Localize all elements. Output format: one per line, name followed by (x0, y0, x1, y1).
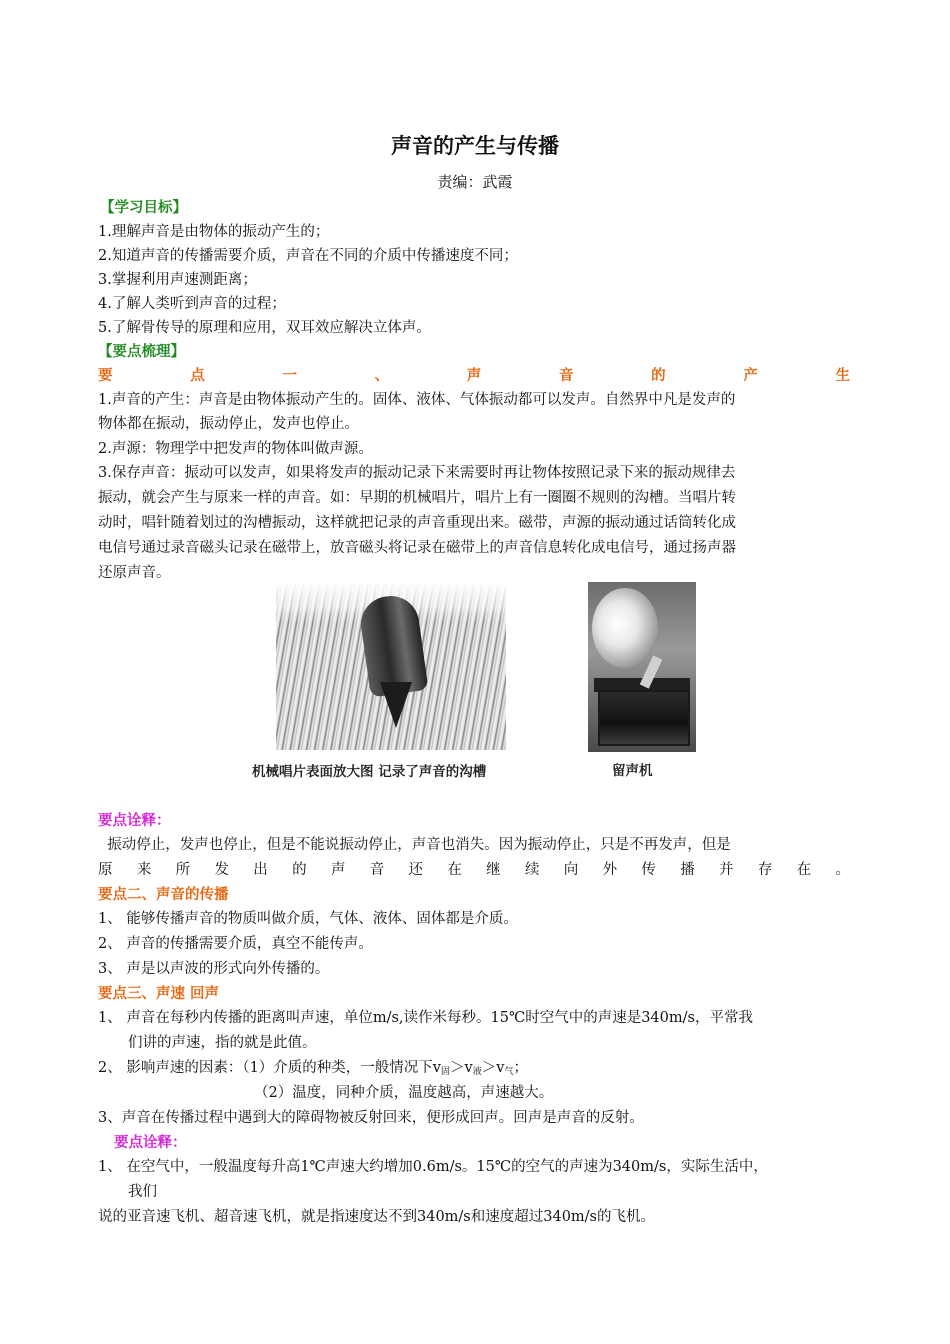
objective-item: 4.了解人类听到声音的过程； (98, 296, 286, 312)
heading-char: 生 (835, 368, 850, 384)
heading-char: 产 (743, 368, 758, 384)
note-char: 音 (369, 862, 385, 878)
note-line: 振动停止，发声也停止，但是不能说振动停止，声音也消失。因为振动停止，只是不再发声，但是 (98, 837, 731, 853)
editor-credit: 责编：武霞 (437, 173, 513, 191)
record-caption: 机械唱片表面放大图 记录了声音的沟槽 (252, 764, 487, 780)
note-line-justified (98, 858, 850, 879)
paragraph-line: 1、 能够传播声音的物质叫做介质，气体、液体、固体都是介质。 (98, 911, 518, 927)
paragraph-line: 3、 声是以声波的形式向外传播的。 (98, 961, 330, 977)
heading-char: 音 (558, 368, 574, 384)
objective-item: 3.掌握利用声速测距离； (98, 272, 257, 288)
note-char: 声 (330, 862, 346, 878)
summary-heading: 【要点梳理】 (98, 344, 185, 360)
paragraph-line: 们讲的声速，指的就是此值。 (128, 1035, 317, 1051)
record-groove-image (276, 582, 506, 750)
note-char: 传 (641, 862, 656, 878)
note-char: 外 (602, 862, 618, 878)
page-title: 声音的产生与传播 (391, 134, 559, 158)
note-char: 出 (253, 862, 268, 878)
objective-item: 2.知道声音的传播需要介质，声音在不同的介质中传播速度不同； (98, 248, 518, 264)
note-char: 原 (98, 862, 113, 878)
note-char: 在 (447, 862, 462, 878)
paragraph-line: 动时，唱针随着划过的沟槽振动，这样就把记录的声音重现出来。磁带，声源的振动通过话筒转化成 (98, 515, 736, 531)
note-char: 发 (214, 862, 229, 878)
heading-char: 一 (282, 368, 297, 384)
paragraph-line: 2、 声音的传播需要介质，真空不能传声。 (98, 936, 373, 952)
gt-sign: ＞v (481, 1060, 505, 1076)
phonograph-image (588, 582, 696, 752)
paragraph-line: 电信号通过录音磁头记录在磁带上，放音磁头将记录在磁带上的声音信息转化成电信号，通过扬声器 (98, 540, 736, 556)
heading-char: 点 (190, 368, 205, 384)
horn-shape (592, 588, 658, 668)
speed-factors-line (98, 1056, 528, 1077)
gt-sign: ＞v (450, 1060, 473, 1076)
paragraph-line: 振动，就会产生与原来一样的声音。如：早期的机械唱片，唱片上有一圈圈不规则的沟槽。当唱片转 (98, 490, 736, 506)
note-char: 在 (796, 862, 812, 878)
note-char: 的 (292, 862, 307, 878)
point1-heading (98, 364, 850, 385)
paragraph-line: 1.声音的产生：声音是由物体振动产生的。固体、液体、气体振动都可以发声。自然界中凡是发声的 (98, 392, 736, 408)
note-char: 还 (408, 862, 423, 878)
point2-heading: 要点二、声音的传播 (98, 887, 229, 903)
objective-item: 5.了解骨传导的原理和应用，双耳效应解决立体声。 (98, 320, 431, 336)
phonograph-caption: 留声机 (612, 763, 653, 779)
note-char: 。 (835, 862, 850, 878)
paragraph-line: 1、 声音在每秒内传播的距离叫声速，单位m/s,读作米每秒。15℃时空气中的声速是340m/s，平常我 (98, 1010, 753, 1026)
paragraph-line: 3.保存声音：振动可以发声，如果将发声的振动记录下来需要时再让物体按照记录下来的振动规律去 (98, 465, 736, 481)
note-char: 存 (757, 862, 773, 878)
note-heading: 要点诠释： (98, 813, 171, 829)
subscript-solid: 固 (441, 1067, 451, 1077)
paragraph-line: 物体都在振动，振动停止，发声也停止。 (98, 416, 359, 432)
note-char: 来 (136, 862, 152, 878)
factor-end: ； (513, 1060, 528, 1076)
note-char: 向 (563, 862, 579, 878)
note-char: 继 (486, 862, 501, 878)
heading-char: 声 (466, 368, 482, 384)
paragraph-line: 1、 在空气中，一般温度每升高1℃声速大约增加0.6m/s。15℃的空气的声速为340m/s，实际生活中， (98, 1159, 768, 1175)
cabinet-shape (598, 690, 690, 746)
needle-tip-shape (380, 682, 412, 728)
note-char: 所 (175, 862, 191, 878)
paragraph-line: 3、声音在传播过程中遇到大的障碍物被反射回来，便形成回声。回声是声音的反射。 (98, 1110, 644, 1126)
heading-char: 的 (651, 368, 666, 384)
heading-char: 要 (98, 368, 113, 384)
note-char: 播 (680, 862, 695, 878)
subscript-liquid: 液 (472, 1067, 482, 1077)
subscript-gas: 气 (504, 1067, 514, 1077)
paragraph-line: 还原声音。 (98, 565, 171, 581)
note-char: 续 (524, 862, 540, 878)
objective-item: 1.理解声音是由物体的振动产生的； (98, 224, 330, 240)
note-char: 并 (719, 862, 734, 878)
paragraph-line: 2.声源：物理学中把发声的物体叫做声源。 (98, 441, 373, 457)
note-heading: 要点诠释： (114, 1135, 187, 1151)
paragraph-line: 说的亚音速飞机、超音速飞机，就是指速度达不到340m/s和速度超过340m/s的飞机。 (98, 1209, 656, 1225)
point3-heading: 要点三、声速 回声 (98, 986, 220, 1002)
objectives-heading: 【学习目标】 (100, 200, 187, 216)
paragraph-line: （2）温度，同种介质，温度越高，声速越大。 (254, 1085, 554, 1101)
paragraph-line: 我们 (128, 1184, 157, 1200)
heading-char: 、 (374, 368, 390, 384)
factor-text: 2、 影响声速的因素：（1）介质的种类，一般情况下v (98, 1060, 441, 1076)
